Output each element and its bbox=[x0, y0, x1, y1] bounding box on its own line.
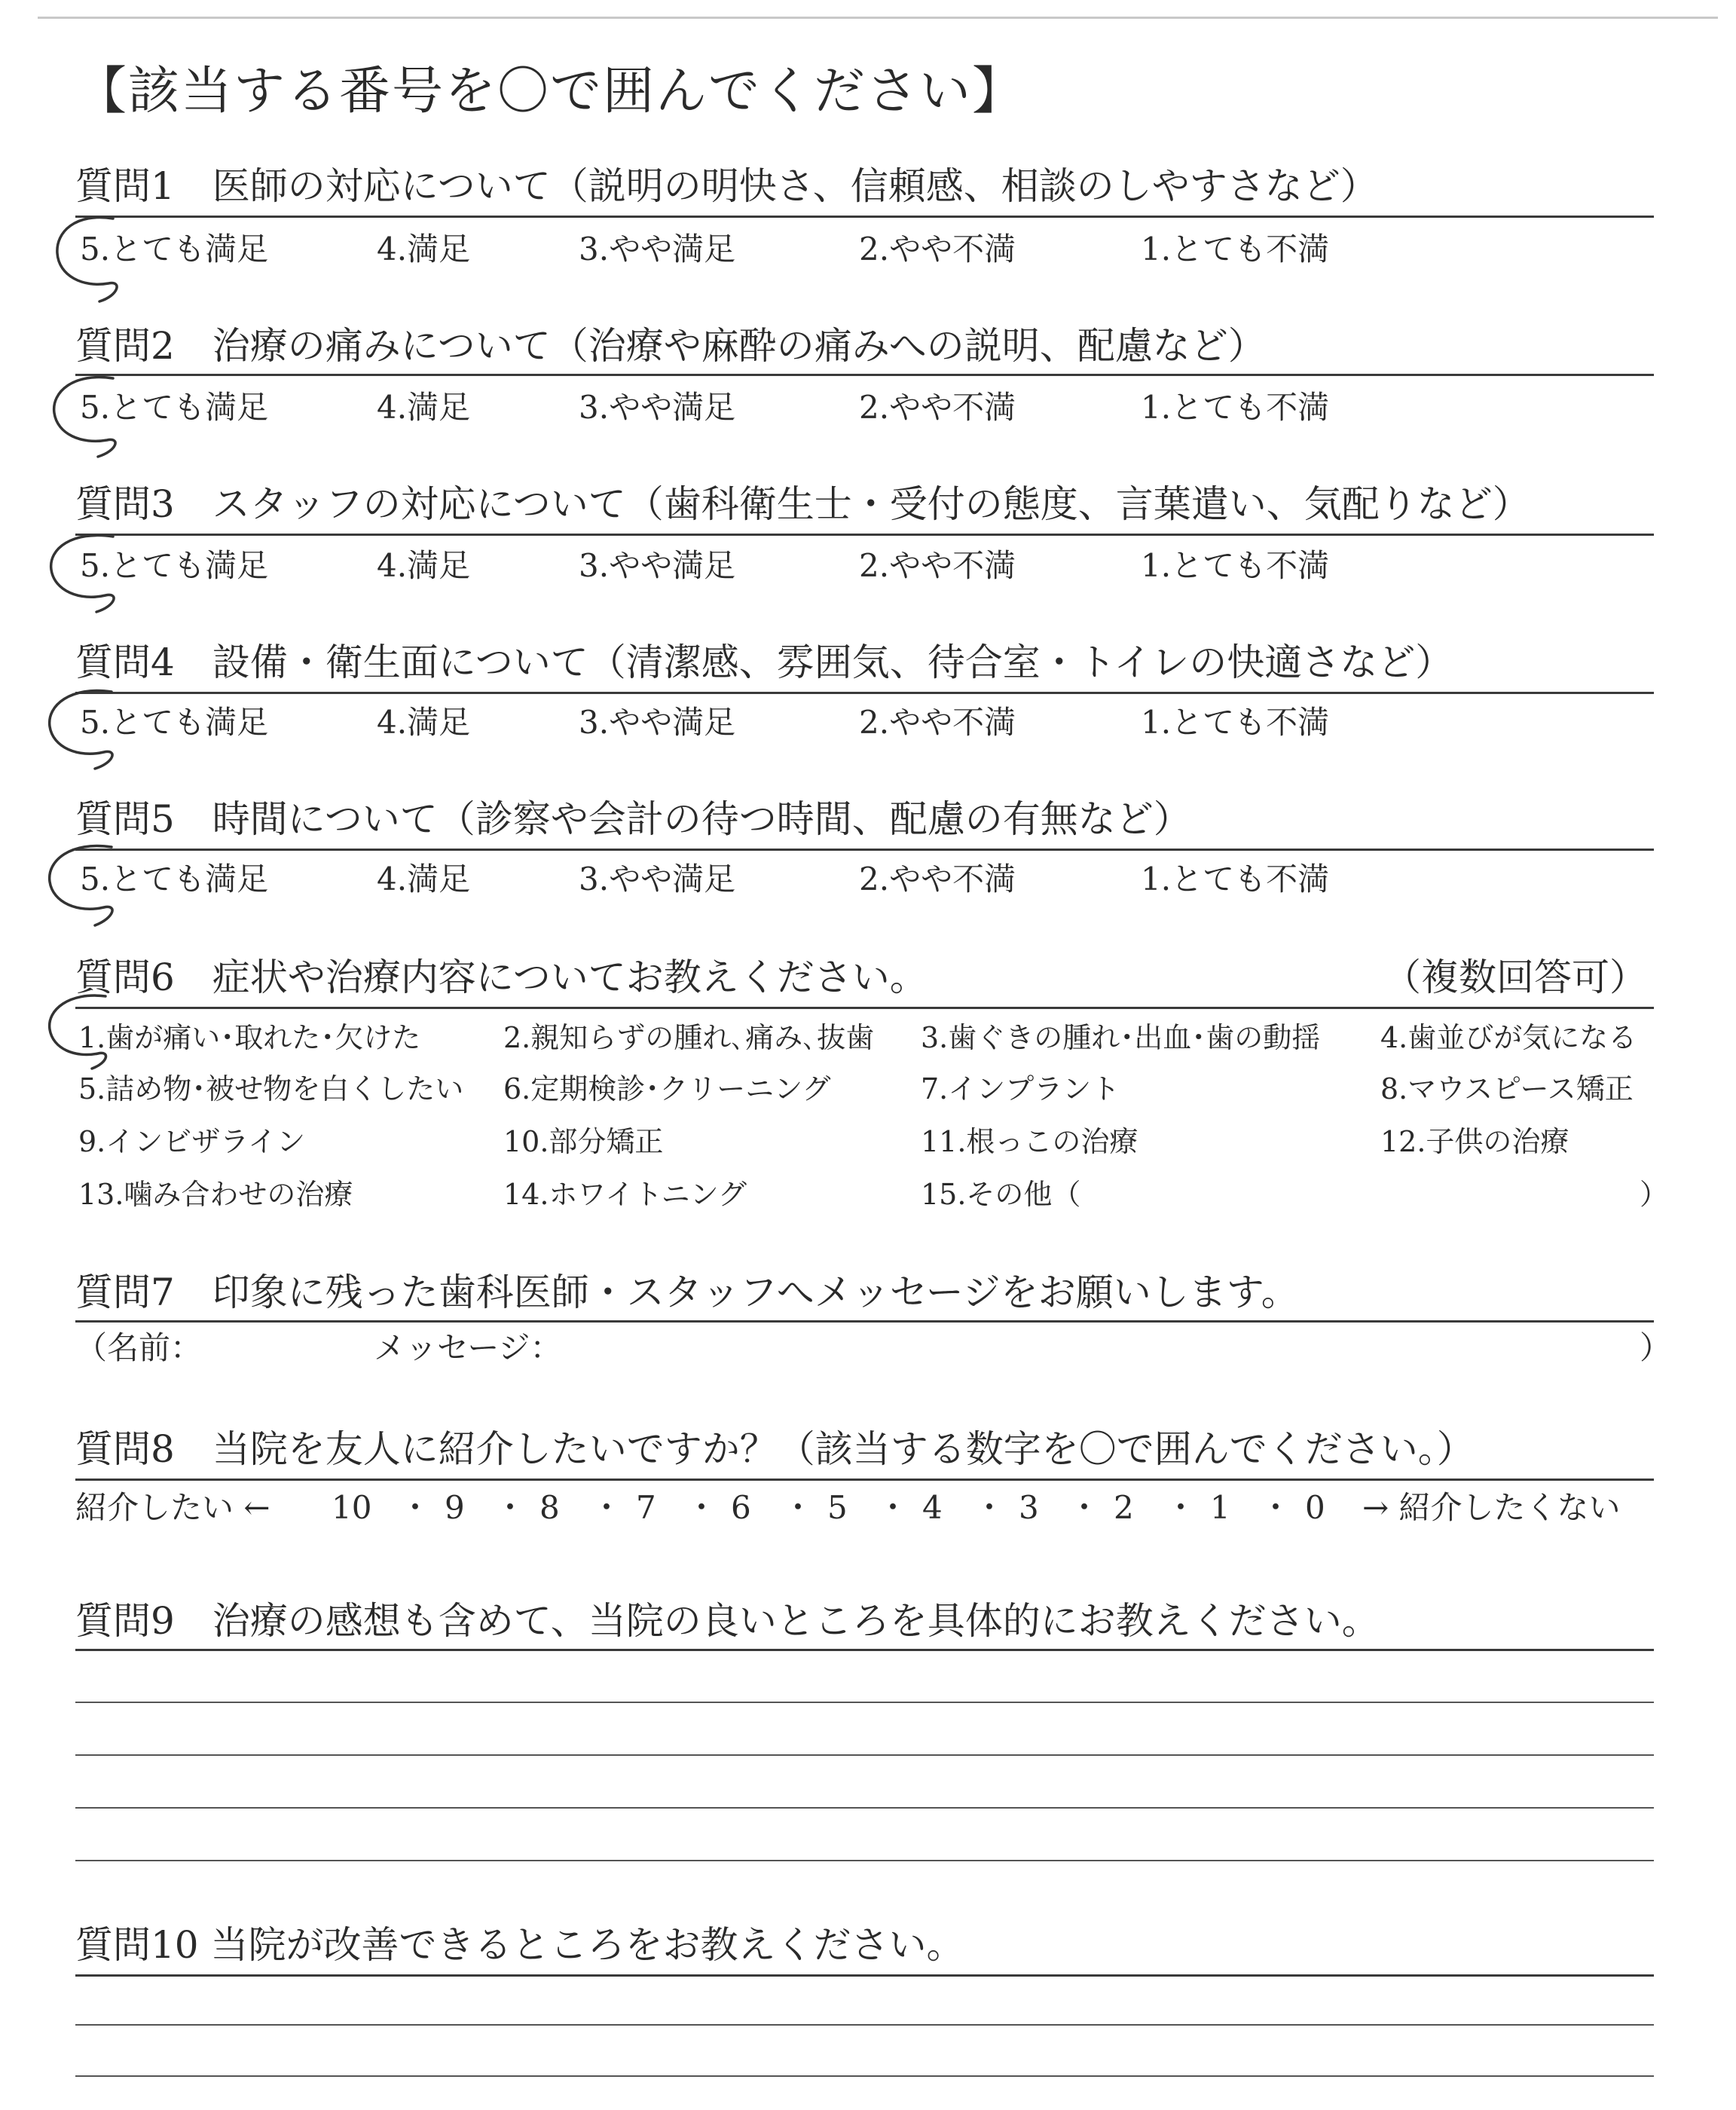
q7-close-paren: ） bbox=[1640, 1329, 1672, 1366]
q3-option-4[interactable]: 4.満足 bbox=[377, 547, 471, 584]
form-heading: 【該当する番号を〇で囲んでください】 bbox=[75, 62, 1025, 121]
q6-option-10[interactable]: 10.部分矯正 bbox=[503, 1125, 664, 1158]
q8-separator: ・ bbox=[591, 1489, 623, 1526]
q8-separator: ・ bbox=[782, 1489, 815, 1526]
q1-option-4[interactable]: 4.満足 bbox=[377, 231, 471, 268]
q6-option-5[interactable]: 5.詰め物･被せ物を白くしたい bbox=[78, 1072, 464, 1105]
question-4-title: 質問4 設備・衛生面について（清潔感、雰囲気、待合室・トイレの快適さなど） bbox=[75, 641, 1453, 684]
q8-separator: ・ bbox=[1068, 1489, 1101, 1526]
q4-option-1[interactable]: 1.とても不満 bbox=[1141, 704, 1330, 741]
q8-separator: ・ bbox=[1260, 1489, 1292, 1526]
q8-separator: ・ bbox=[399, 1489, 432, 1526]
q8-separator: ・ bbox=[686, 1489, 718, 1526]
q1-selection-circle bbox=[57, 218, 117, 301]
q1-option-2[interactable]: 2.やや不満 bbox=[859, 231, 1016, 268]
q2-option-5[interactable]: 5.とても満足 bbox=[80, 389, 269, 426]
q6-option-11[interactable]: 11.根っこの治療 bbox=[921, 1125, 1138, 1158]
q6-other-close-paren: ） bbox=[1640, 1178, 1669, 1211]
q6-option-1-circle bbox=[50, 995, 106, 1069]
q6-option-1[interactable]: 1.歯が痛い･取れた･欠けた bbox=[78, 1021, 421, 1054]
q2-option-2[interactable]: 2.やや不満 bbox=[859, 389, 1016, 426]
q4-option-2[interactable]: 2.やや不満 bbox=[859, 704, 1016, 741]
q8-separator: ・ bbox=[1165, 1489, 1197, 1526]
q1-option-5[interactable]: 5.とても満足 bbox=[80, 231, 269, 268]
q2-option-1[interactable]: 1.とても不満 bbox=[1141, 389, 1330, 426]
q6-option-8[interactable]: 8.マウスピース矯正 bbox=[1380, 1072, 1634, 1105]
q4-option-3[interactable]: 3.やや満足 bbox=[579, 704, 736, 741]
q3-option-2[interactable]: 2.やや不満 bbox=[859, 547, 1016, 584]
question-6-title: 質問6 症状や治療内容についてお教えください。 bbox=[75, 956, 928, 999]
q8-score-0[interactable]: 0 bbox=[1305, 1489, 1325, 1526]
q3-selection-circle bbox=[51, 535, 114, 612]
q8-left-label: 紹介したい ← bbox=[75, 1489, 270, 1526]
question-5-title: 質問5 時間について（診察や会計の待つ時間、配慮の有無など） bbox=[75, 797, 1191, 841]
q5-option-5[interactable]: 5.とても満足 bbox=[80, 861, 269, 898]
q8-separator: ・ bbox=[877, 1489, 909, 1526]
q2-option-3[interactable]: 3.やや満足 bbox=[579, 389, 736, 426]
question-9-title: 質問9 治療の感想も含めて、当院の良いところを具体的にお教えください。 bbox=[75, 1599, 1380, 1643]
q5-option-1[interactable]: 1.とても不満 bbox=[1141, 861, 1330, 898]
q6-option-7[interactable]: 7.インプラント bbox=[921, 1072, 1120, 1105]
q6-option-14[interactable]: 14.ホワイトニング bbox=[503, 1178, 747, 1211]
q5-option-3[interactable]: 3.やや満足 bbox=[579, 861, 736, 898]
q8-score-1[interactable]: 1 bbox=[1210, 1489, 1230, 1526]
q6-option-3[interactable]: 3.歯ぐきの腫れ･出血･歯の動揺 bbox=[921, 1021, 1321, 1054]
question-2-title: 質問2 治療の痛みについて（治療や麻酔の痛みへの説明、配慮など） bbox=[75, 324, 1266, 368]
q8-score-10[interactable]: 10 bbox=[332, 1489, 372, 1526]
q3-option-1[interactable]: 1.とても不満 bbox=[1141, 547, 1330, 584]
q6-option-12[interactable]: 12.子供の治療 bbox=[1380, 1125, 1569, 1158]
q7-name-field[interactable]: （名前： bbox=[75, 1329, 203, 1366]
q8-score-6[interactable]: 6 bbox=[731, 1489, 751, 1526]
question-3-title: 質問3 スタッフの対応について（歯科衛生士・受付の態度、言葉遣い、気配りなど） bbox=[75, 482, 1530, 526]
q3-option-3[interactable]: 3.やや満足 bbox=[579, 547, 736, 584]
question-6-multiple-note: （複数回答可） bbox=[1383, 956, 1647, 999]
q8-score-2[interactable]: 2 bbox=[1114, 1489, 1134, 1526]
question-10-title: 質問10 当院が改善できるところをお教えください。 bbox=[75, 1923, 964, 1967]
q8-score-7[interactable]: 7 bbox=[636, 1489, 656, 1526]
q8-score-4[interactable]: 4 bbox=[922, 1489, 943, 1526]
q3-option-5[interactable]: 5.とても満足 bbox=[80, 547, 269, 584]
question-7-title: 質問7 印象に残った歯科医師・スタッフへメッセージをお願いします。 bbox=[75, 1271, 1299, 1314]
q8-score-9[interactable]: 9 bbox=[445, 1489, 465, 1526]
q5-selection-circle bbox=[50, 846, 112, 925]
q2-selection-circle bbox=[54, 378, 115, 457]
q1-option-3[interactable]: 3.やや満足 bbox=[579, 231, 736, 268]
question-8-title: 質問8 当院を友人に紹介したいですか？（該当する数字を〇で囲んでください。） bbox=[75, 1427, 1475, 1471]
q6-option-9[interactable]: 9.インビザライン bbox=[78, 1125, 306, 1158]
q8-score-5[interactable]: 5 bbox=[827, 1489, 848, 1526]
q1-option-1[interactable]: 1.とても不満 bbox=[1141, 231, 1330, 268]
q6-option-13[interactable]: 13.噛み合わせの治療 bbox=[78, 1178, 353, 1211]
q7-message-field[interactable]: メッセージ： bbox=[374, 1329, 562, 1366]
q6-option-2[interactable]: 2.親知らずの腫れ､痛み､抜歯 bbox=[503, 1021, 875, 1054]
q6-option-6[interactable]: 6.定期検診･クリーニング bbox=[503, 1072, 831, 1105]
q8-right-label: → 紹介したくない bbox=[1362, 1489, 1621, 1526]
q6-option-4[interactable]: 4.歯並びが気になる bbox=[1380, 1021, 1637, 1054]
q8-score-3[interactable]: 3 bbox=[1019, 1489, 1039, 1526]
q8-separator: ・ bbox=[973, 1489, 1006, 1526]
q5-option-4[interactable]: 4.満足 bbox=[377, 861, 471, 898]
q6-option-15-other[interactable]: 15.その他（ bbox=[921, 1178, 1081, 1211]
question-1-title: 質問1 医師の対応について（説明の明快さ、信頼感、相談のしやすさなど） bbox=[75, 164, 1378, 208]
q4-option-5[interactable]: 5.とても満足 bbox=[80, 704, 269, 741]
q8-score-8[interactable]: 8 bbox=[539, 1489, 560, 1526]
q2-option-4[interactable]: 4.満足 bbox=[377, 389, 471, 426]
q4-option-4[interactable]: 4.満足 bbox=[377, 704, 471, 741]
q5-option-2[interactable]: 2.やや不満 bbox=[859, 861, 1016, 898]
q8-separator: ・ bbox=[494, 1489, 527, 1526]
q4-selection-circle bbox=[50, 691, 112, 769]
